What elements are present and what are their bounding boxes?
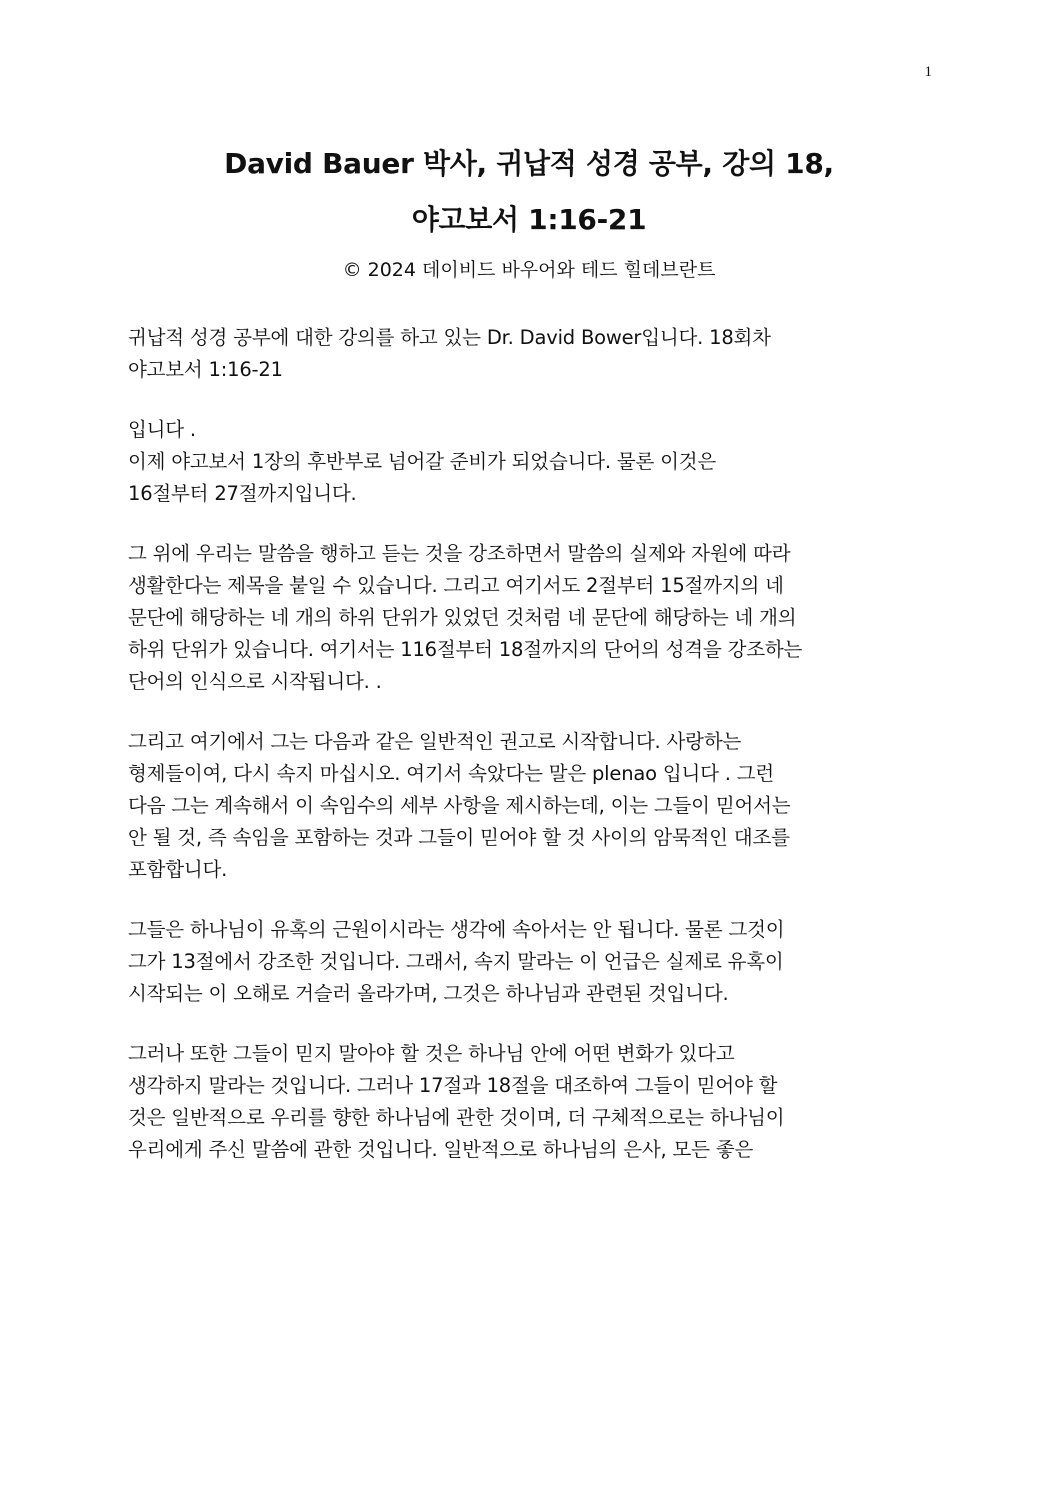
paragraph-4	[128, 726, 948, 886]
page-number: 1	[924, 64, 932, 80]
title-line-1: David Bauer 박사, 귀납적 성경 공부, 강의 18,	[224, 147, 834, 180]
text-line: 야고보서 1:16-21	[128, 358, 283, 381]
text-line: 생활한다는 제목을 붙일 수 있습니다. 그리고 여기서도 2절부터 15절까지의 네	[128, 574, 784, 597]
text-line: 생각하지 말라는 것입니다. 그러나 17절과 18절을 대조하여 그들이 믿어야 할	[128, 1074, 778, 1097]
text-line: 것은 일반적으로 우리를 향한 하나님에 관한 것이며, 더 구체적으로는 하나님이	[128, 1106, 785, 1129]
text-line: 시작되는 이 오해로 거슬러 올라가며, 그것은 하나님과 관련된 것입니다.	[128, 982, 729, 1005]
text-line: 그 위에 우리는 말씀을 행하고 듣는 것을 강조하면서 말씀의 실제와 자원에 따라	[128, 542, 791, 565]
paragraph-3	[128, 538, 948, 698]
paragraph-5	[128, 914, 948, 1010]
text-line: 포함합니다.	[128, 858, 228, 881]
paragraph-2	[128, 414, 948, 510]
text-line: 귀납적 성경 공부에 대한 강의를 하고 있는 Dr. David Bower입니다. 18회차	[128, 326, 771, 349]
text-line: 16절부터 27절까지입니다.	[128, 482, 357, 505]
paragraph-6	[128, 1038, 948, 1166]
paragraph-1	[128, 322, 948, 386]
text-line: 입니다 .	[128, 418, 196, 441]
document-body	[128, 322, 948, 1166]
text-line: 우리에게 주신 말씀에 관한 것입니다. 일반적으로 하나님의 은사, 모든 좋은	[128, 1138, 754, 1161]
text-line: 안 될 것, 즉 속임을 포함하는 것과 그들이 믿어야 할 것 사이의 암묵적인 대조를	[128, 826, 790, 849]
text-line: 그리고 여기에서 그는 다음과 같은 일반적인 권고로 시작합니다. 사랑하는	[128, 730, 742, 753]
text-line: 이제 야고보서 1장의 후반부로 넘어갈 준비가 되었습니다. 물론 이것은	[128, 450, 717, 473]
copyright-notice: © 2024 데이비드 바우어와 테드 힐데브란트	[342, 259, 716, 281]
text-line: 그가 13절에서 강조한 것입니다. 그래서, 속지 말라는 이 언급은 실제로 유혹이	[128, 950, 784, 973]
title-line-2: 야고보서 1:16-21	[411, 203, 647, 236]
text-line: 다음 그는 계속해서 이 속임수의 세부 사항을 제시하는데, 이는 그들이 믿어서는	[128, 794, 791, 817]
text-line: 하위 단위가 있습니다. 여기서는 116절부터 18절까지의 단어의 성격을 강조하는	[128, 638, 803, 661]
text-line: 그러나 또한 그들이 믿지 말아야 할 것은 하나님 안에 어떤 변화가 있다고	[128, 1042, 735, 1065]
text-line: 형제들이여, 다시 속지 마십시오. 여기서 속았다는 말은 plenao 입니다 . 그런	[128, 762, 775, 785]
text-line: 단어의 인식으로 시작됩니다. .	[128, 670, 382, 693]
document-title	[0, 136, 1058, 248]
text-line: 그들은 하나님이 유혹의 근원이시라는 생각에 속아서는 안 됩니다. 물론 그것이	[128, 918, 785, 941]
text-line: 문단에 해당하는 네 개의 하위 단위가 있었던 것처럼 네 문단에 해당하는 네 개의	[128, 606, 797, 629]
